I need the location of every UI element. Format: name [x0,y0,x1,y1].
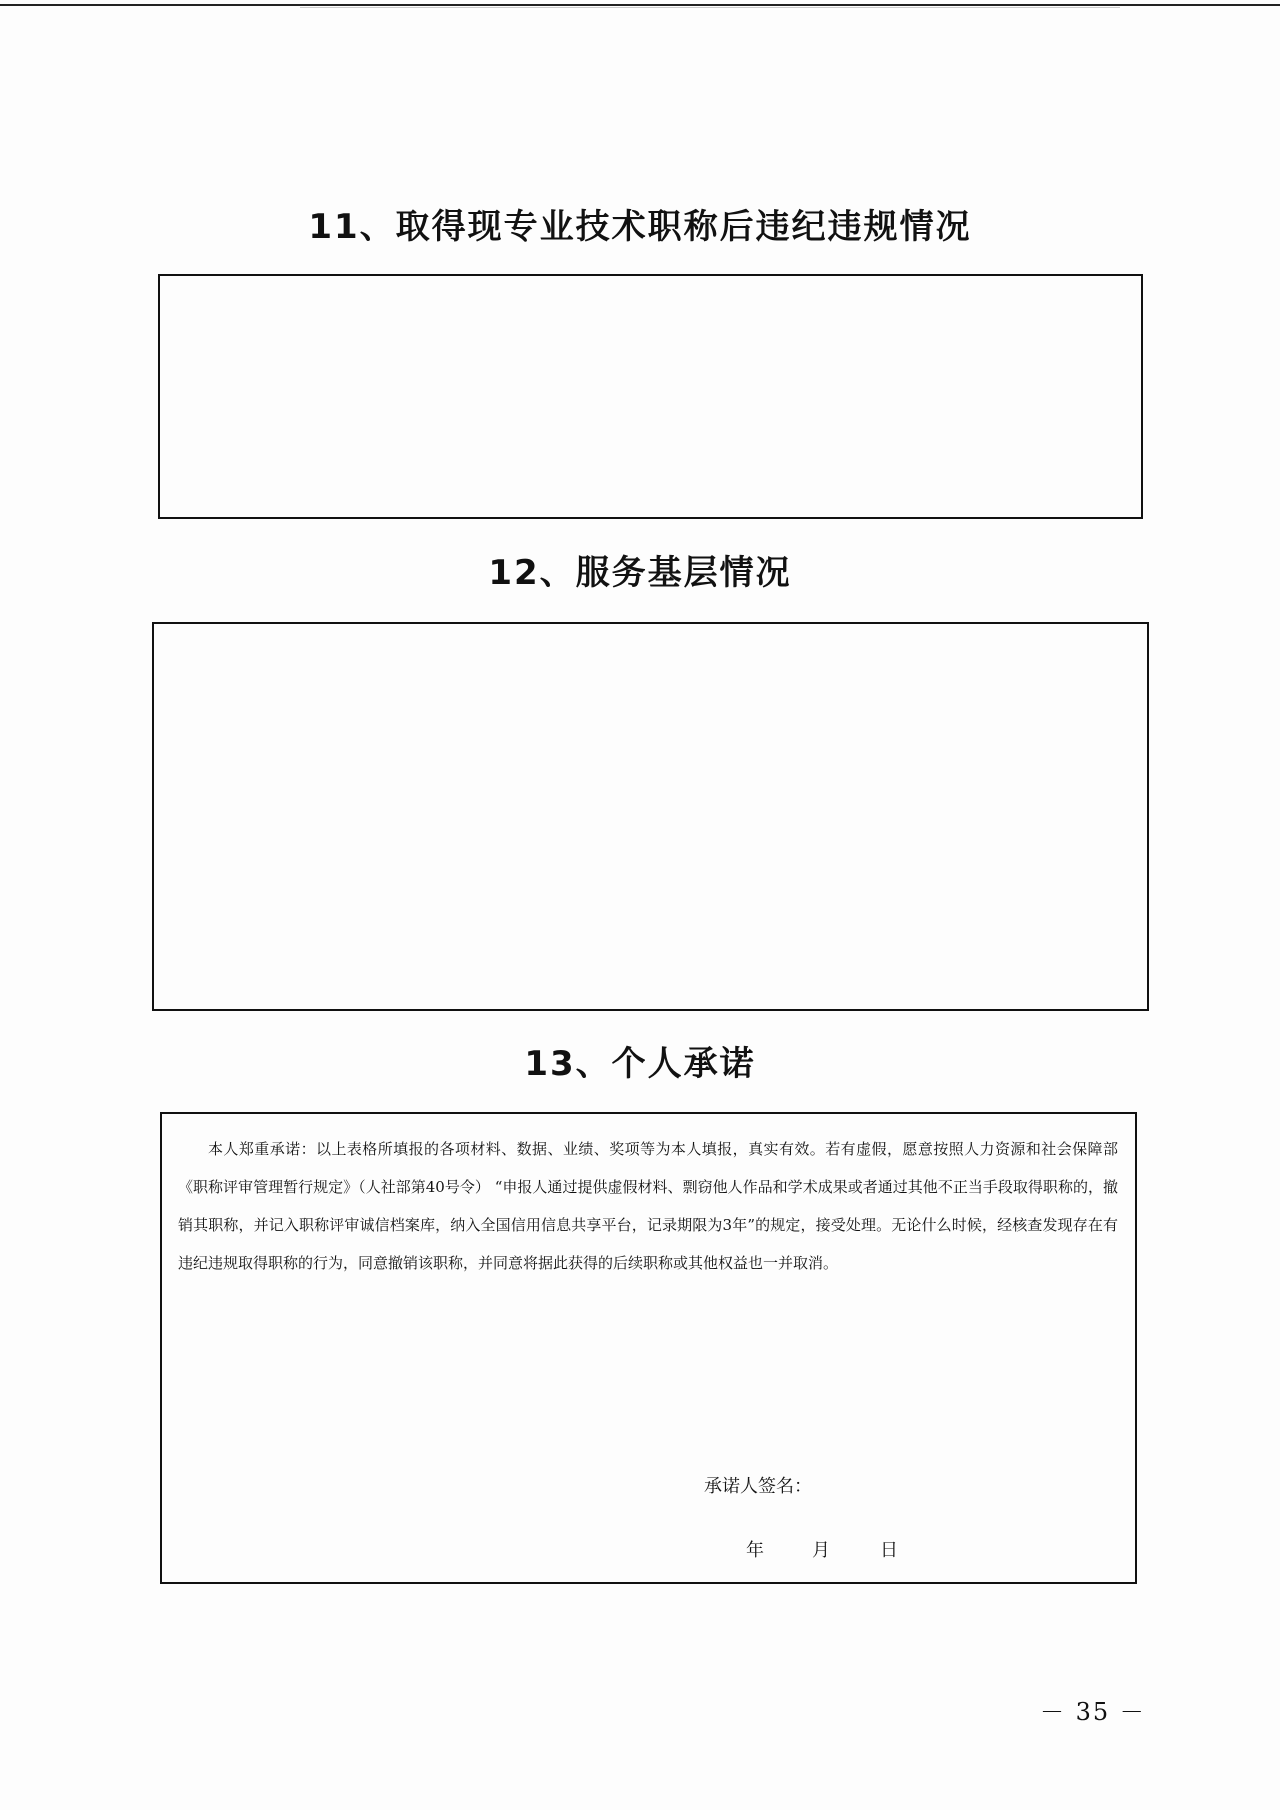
pledge-text: 本人郑重承诺：以上表格所填报的各项材料、数据、业绩、奖项等为本人填报，真实有效。若有虚假，愿意按照人力资源和社会保障部《职称评审管理暂行规定》（人社部第40号令） “申报人通过提供虚假材料、剽窃他人作品和学术成果或者通过其他不正当手段取得职称的，撤销其职称，并记入职称评审诚信档案库，纳入全国信用信息共享平台，记录期限为3年”的规定，接受处理。无论什么时候，经核查发现存在有违纪违规取得职称的行为，同意撤销该职称，并同意将据此获得的后续职称或其他权益也一并取消。 [178,1140,1118,1272]
date-day-label: 日 [880,1540,898,1561]
signature-label: 承诺人签名： [704,1476,812,1497]
grassroots-service-box[interactable] [152,622,1149,1011]
scan-border-line-faint [300,7,1120,8]
section-title-violations: 11、取得现专业技术职称后违纪违规情况 [308,207,972,247]
date-month-label: 月 [812,1540,830,1561]
date-year-label: 年 [746,1540,764,1561]
section-title-personal-pledge: 13、个人承诺 [524,1044,756,1084]
violations-record-box[interactable] [158,274,1143,519]
personal-pledge-box [160,1112,1137,1584]
page-number: － 35 － [1040,1698,1146,1726]
signature-field[interactable] [840,1466,1100,1496]
scan-border-line [0,4,1280,6]
section-title-grassroots-service: 12、服务基层情况 [488,553,792,593]
